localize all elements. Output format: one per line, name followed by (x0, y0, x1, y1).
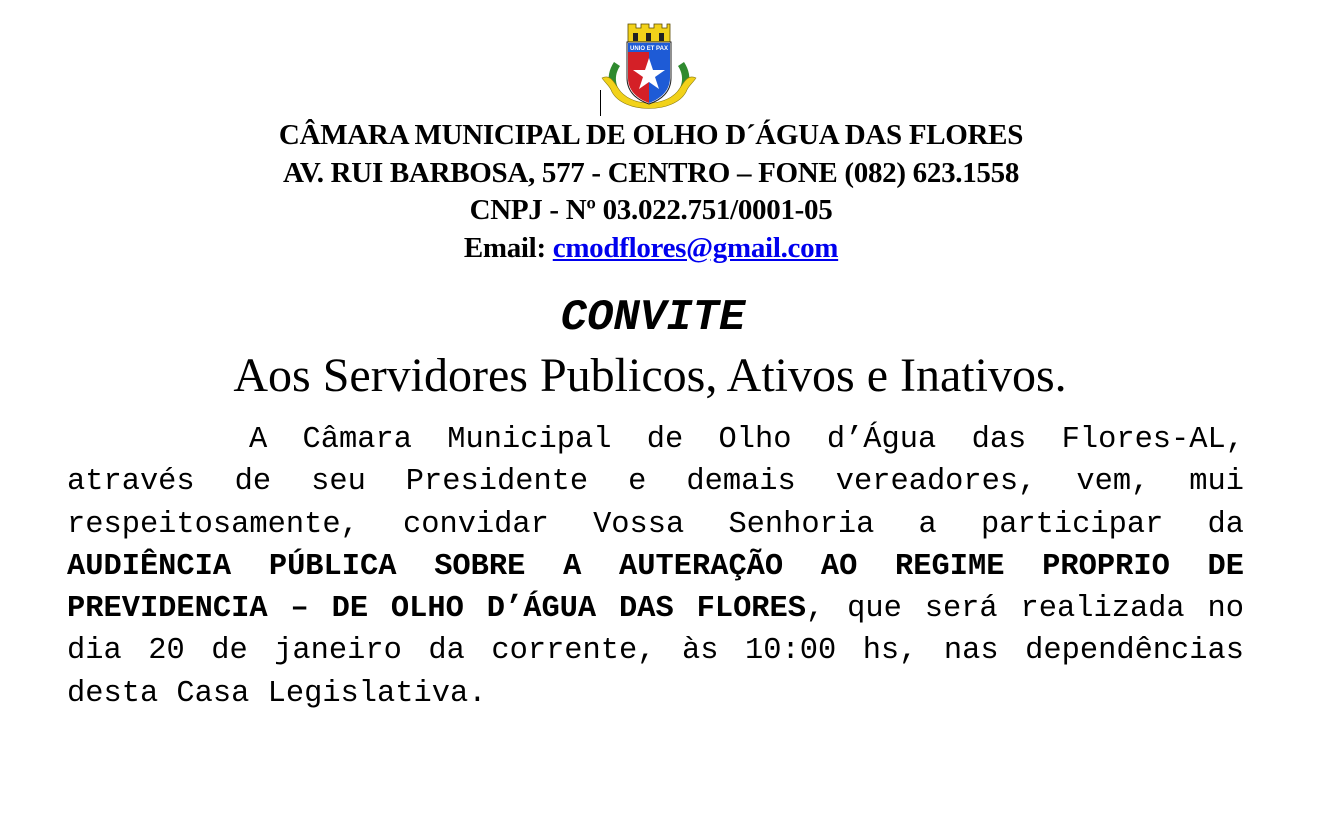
text-cursor (600, 90, 601, 116)
coat-of-arms-icon (600, 22, 698, 114)
email-line (0, 230, 1302, 268)
email-link[interactable]: cmodflores@gmail.com (552, 231, 839, 264)
event-name: AUDIÊNCIA PÚBLICA SOBRE A AUTERAÇÃO AO REGIME PROPRIO DE PREVIDENCIA – DE OLHO D’ÁGUA DAS FLORES (67, 549, 1244, 627)
letterhead (0, 117, 1302, 267)
address-line: AV. RUI BARBOSA, 577 - CENTRO – FONE (082) 623.1558 (282, 156, 1020, 189)
invitation-body (67, 419, 1244, 715)
body-intro: A Câmara Municipal de Olho d’Água das Flores-AL, através de seu Presidente e demais vereadores, vem, mui respeitosamente, convidar Vossa Senhoria a participar da (67, 423, 1244, 542)
email-label: Email: (463, 231, 553, 264)
document-title: CONVITE (560, 293, 746, 343)
svg-text:UNIO ET PAX: UNIO ET PAX (630, 46, 668, 52)
institution-name: CÂMARA MUNICIPAL DE OLHO D´ÁGUA DAS FLORES (278, 119, 1024, 151)
cnpj-line: CNPJ - Nº 03.022.751/0001-05 (469, 194, 833, 226)
document-subtitle: Aos Servidores Publicos, Ativos e Inativos. (233, 349, 1067, 402)
body-details: , que será realizada no dia 20 de janeiro da corrente, às 10:00 hs, nas dependências desta Casa Legislativa. (67, 592, 1244, 711)
